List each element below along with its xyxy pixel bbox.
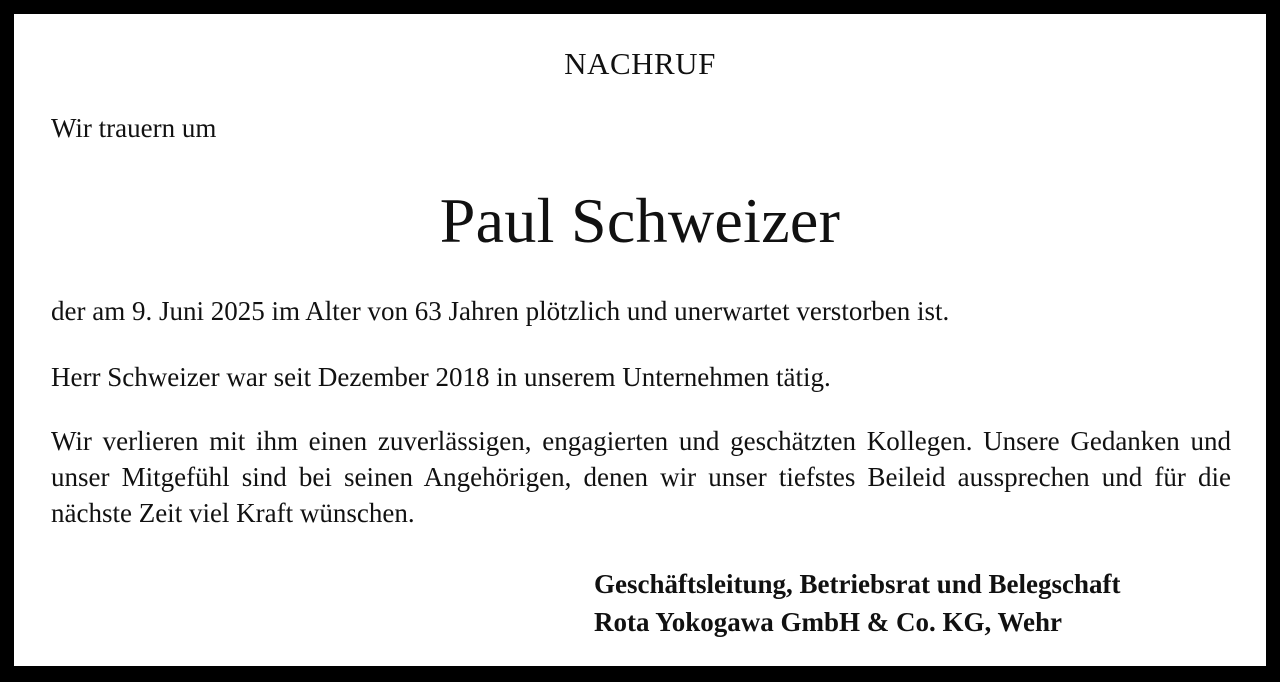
signature-line-management: Geschäftsleitung, Betriebsrat und Belegschaft bbox=[594, 569, 1121, 599]
condolence-paragraph: Wir verlieren mit ihm einen zuverlässigen, engagierten und geschätzten Kollegen. Unsere Gedanken und unser Mitgefühl sind bei seinen Angehörigen, denen wir unser tiefstes Beileid aussprechen und für die nächste Zeit viel Kraft wünschen. bbox=[51, 426, 1231, 528]
signature-line-company: Rota Yokogawa GmbH & Co. KG, Wehr bbox=[594, 607, 1063, 637]
employment-statement: Herr Schweizer war seit Dezember 2018 in unserem Unternehmen tätig. bbox=[51, 362, 831, 392]
deceased-name: Paul Schweizer bbox=[439, 185, 841, 256]
signature-block bbox=[594, 565, 1120, 641]
notice-heading: NACHRUF bbox=[564, 46, 716, 81]
death-statement: der am 9. Juni 2025 im Alter von 63 Jahren plötzlich und unerwartet verstorben ist. bbox=[51, 296, 950, 326]
intro-line: Wir trauern um bbox=[51, 113, 217, 143]
obituary-notice bbox=[14, 14, 1266, 666]
